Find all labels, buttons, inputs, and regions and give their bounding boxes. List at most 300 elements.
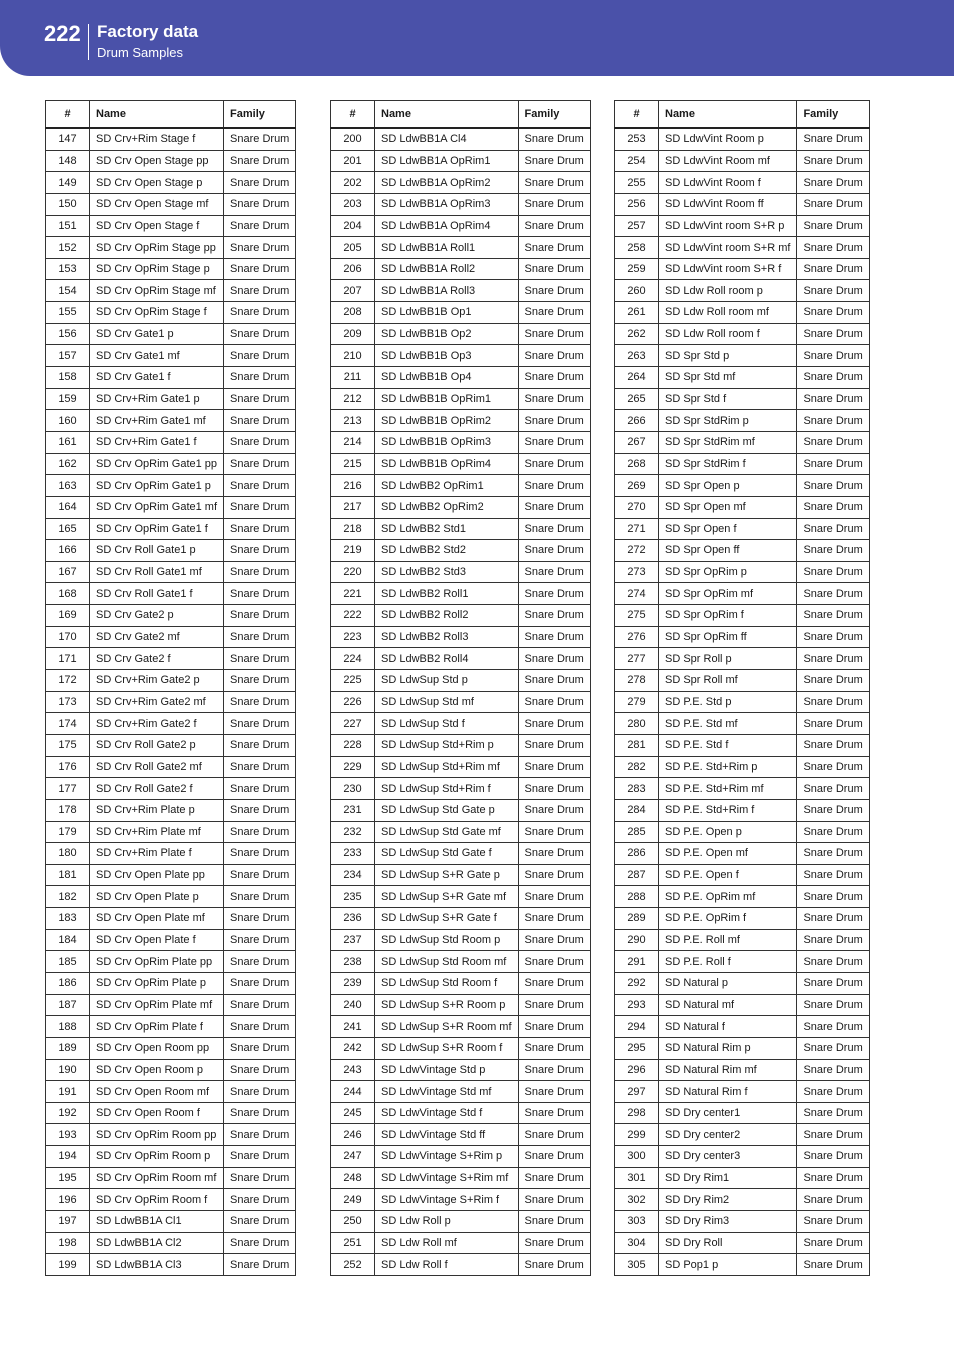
drum-table-2 bbox=[330, 100, 591, 1276]
cell-family: Snare Drum bbox=[224, 367, 296, 389]
cell-number: 175 bbox=[46, 734, 90, 756]
cell-name: SD Crv+Rim Plate f bbox=[90, 843, 224, 865]
table-row bbox=[615, 453, 870, 475]
cell-name: SD Crv OpRim Room mf bbox=[90, 1167, 224, 1189]
cell-name: SD LdwSup Std+Rim mf bbox=[375, 756, 519, 778]
cell-family: Snare Drum bbox=[797, 280, 869, 302]
cell-number: 193 bbox=[46, 1124, 90, 1146]
cell-number: 303 bbox=[615, 1211, 659, 1233]
column-header-name: Name bbox=[90, 101, 224, 129]
cell-family: Snare Drum bbox=[224, 626, 296, 648]
cell-family: Snare Drum bbox=[224, 410, 296, 432]
cell-number: 281 bbox=[615, 734, 659, 756]
cell-name: SD LdwBB1B OpRim2 bbox=[375, 410, 519, 432]
table-row bbox=[46, 583, 296, 605]
cell-number: 288 bbox=[615, 886, 659, 908]
table-row bbox=[46, 1102, 296, 1124]
table-row bbox=[46, 821, 296, 843]
cell-name: SD Crv Open Stage pp bbox=[90, 150, 224, 172]
table-row bbox=[46, 150, 296, 172]
cell-name: SD LdwVintage Std f bbox=[375, 1102, 519, 1124]
table-row bbox=[615, 150, 870, 172]
cell-name: SD Spr OpRim p bbox=[659, 561, 797, 583]
cell-family: Snare Drum bbox=[518, 1059, 590, 1081]
cell-family: Snare Drum bbox=[518, 475, 590, 497]
cell-family: Snare Drum bbox=[518, 1254, 590, 1276]
cell-name: SD Crv OpRim Stage p bbox=[90, 258, 224, 280]
cell-number: 190 bbox=[46, 1059, 90, 1081]
table-row bbox=[331, 972, 591, 994]
cell-number: 299 bbox=[615, 1124, 659, 1146]
cell-number: 272 bbox=[615, 540, 659, 562]
table-row bbox=[615, 518, 870, 540]
cell-name: SD LdwBB1B OpRim4 bbox=[375, 453, 519, 475]
cell-name: SD LdwVintage S+Rim mf bbox=[375, 1167, 519, 1189]
cell-name: SD Spr Std f bbox=[659, 388, 797, 410]
cell-name: SD LdwBB2 Roll2 bbox=[375, 605, 519, 627]
cell-name: SD Natural p bbox=[659, 972, 797, 994]
cell-number: 158 bbox=[46, 367, 90, 389]
table-row bbox=[331, 843, 591, 865]
cell-name: SD Crv+Rim Gate1 f bbox=[90, 431, 224, 453]
table-row bbox=[46, 734, 296, 756]
cell-family: Snare Drum bbox=[518, 280, 590, 302]
table-row bbox=[615, 908, 870, 930]
cell-number: 240 bbox=[331, 994, 375, 1016]
cell-family: Snare Drum bbox=[224, 648, 296, 670]
cell-number: 209 bbox=[331, 323, 375, 345]
cell-number: 159 bbox=[46, 388, 90, 410]
cell-family: Snare Drum bbox=[797, 496, 869, 518]
cell-family: Snare Drum bbox=[224, 886, 296, 908]
cell-number: 212 bbox=[331, 388, 375, 410]
cell-number: 202 bbox=[331, 172, 375, 194]
cell-family: Snare Drum bbox=[797, 1037, 869, 1059]
cell-name: SD Crv OpRim Plate p bbox=[90, 972, 224, 994]
cell-number: 229 bbox=[331, 756, 375, 778]
cell-number: 249 bbox=[331, 1189, 375, 1211]
cell-number: 232 bbox=[331, 821, 375, 843]
cell-family: Snare Drum bbox=[518, 193, 590, 215]
cell-number: 153 bbox=[46, 258, 90, 280]
cell-name: SD Crv OpRim Plate mf bbox=[90, 994, 224, 1016]
cell-number: 282 bbox=[615, 756, 659, 778]
cell-number: 182 bbox=[46, 886, 90, 908]
cell-name: SD LdwBB2 Roll1 bbox=[375, 583, 519, 605]
table-row bbox=[46, 1189, 296, 1211]
table-row bbox=[46, 302, 296, 324]
cell-name: SD LdwVintage Std ff bbox=[375, 1124, 519, 1146]
cell-family: Snare Drum bbox=[224, 972, 296, 994]
cell-family: Snare Drum bbox=[224, 258, 296, 280]
table-row bbox=[615, 994, 870, 1016]
cell-family: Snare Drum bbox=[518, 172, 590, 194]
cell-number: 277 bbox=[615, 648, 659, 670]
cell-family: Snare Drum bbox=[518, 1037, 590, 1059]
cell-family: Snare Drum bbox=[224, 1059, 296, 1081]
table-row bbox=[331, 1211, 591, 1233]
table-row bbox=[331, 150, 591, 172]
cell-number: 147 bbox=[46, 128, 90, 150]
table-row bbox=[615, 626, 870, 648]
table-row bbox=[331, 821, 591, 843]
cell-number: 207 bbox=[331, 280, 375, 302]
table-row bbox=[331, 280, 591, 302]
table-row bbox=[615, 388, 870, 410]
cell-number: 231 bbox=[331, 799, 375, 821]
cell-name: SD Crv OpRim Room p bbox=[90, 1146, 224, 1168]
cell-family: Snare Drum bbox=[518, 843, 590, 865]
cell-name: SD Crv OpRim Room pp bbox=[90, 1124, 224, 1146]
cell-family: Snare Drum bbox=[797, 410, 869, 432]
cell-family: Snare Drum bbox=[797, 886, 869, 908]
cell-number: 162 bbox=[46, 453, 90, 475]
cell-family: Snare Drum bbox=[518, 302, 590, 324]
cell-number: 270 bbox=[615, 496, 659, 518]
table-row bbox=[331, 605, 591, 627]
cell-name: SD LdwSup Std Gate f bbox=[375, 843, 519, 865]
cell-number: 221 bbox=[331, 583, 375, 605]
table-row bbox=[615, 1081, 870, 1103]
cell-number: 222 bbox=[331, 605, 375, 627]
cell-number: 155 bbox=[46, 302, 90, 324]
table-row bbox=[46, 691, 296, 713]
cell-family: Snare Drum bbox=[518, 258, 590, 280]
cell-name: SD Crv Roll Gate2 f bbox=[90, 778, 224, 800]
table-row bbox=[615, 193, 870, 215]
table-row bbox=[46, 864, 296, 886]
table-row bbox=[615, 821, 870, 843]
table-row bbox=[46, 1081, 296, 1103]
cell-number: 151 bbox=[46, 215, 90, 237]
cell-number: 274 bbox=[615, 583, 659, 605]
cell-number: 269 bbox=[615, 475, 659, 497]
cell-family: Snare Drum bbox=[224, 951, 296, 973]
cell-number: 215 bbox=[331, 453, 375, 475]
cell-family: Snare Drum bbox=[224, 843, 296, 865]
cell-number: 285 bbox=[615, 821, 659, 843]
cell-name: SD Crv Open Plate mf bbox=[90, 908, 224, 930]
cell-family: Snare Drum bbox=[797, 626, 869, 648]
cell-family: Snare Drum bbox=[224, 908, 296, 930]
cell-family: Snare Drum bbox=[797, 1059, 869, 1081]
table-row bbox=[46, 345, 296, 367]
cell-number: 186 bbox=[46, 972, 90, 994]
table-row bbox=[615, 410, 870, 432]
cell-name: SD LdwBB1A Roll2 bbox=[375, 258, 519, 280]
cell-name: SD Crv+Rim Stage f bbox=[90, 128, 224, 150]
cell-number: 176 bbox=[46, 756, 90, 778]
cell-family: Snare Drum bbox=[224, 518, 296, 540]
table-row bbox=[46, 518, 296, 540]
table-row bbox=[615, 648, 870, 670]
table-row bbox=[46, 605, 296, 627]
table-row bbox=[615, 1059, 870, 1081]
table-row bbox=[615, 345, 870, 367]
table-row bbox=[46, 799, 296, 821]
cell-name: SD LdwBB2 Roll3 bbox=[375, 626, 519, 648]
cell-number: 152 bbox=[46, 237, 90, 259]
cell-family: Snare Drum bbox=[797, 734, 869, 756]
cell-number: 235 bbox=[331, 886, 375, 908]
cell-number: 256 bbox=[615, 193, 659, 215]
table-row bbox=[331, 994, 591, 1016]
cell-family: Snare Drum bbox=[518, 778, 590, 800]
table-row bbox=[331, 756, 591, 778]
cell-family: Snare Drum bbox=[224, 1037, 296, 1059]
cell-number: 174 bbox=[46, 713, 90, 735]
cell-family: Snare Drum bbox=[224, 172, 296, 194]
cell-name: SD LdwBB1B Op3 bbox=[375, 345, 519, 367]
cell-name: SD Crv Open Plate pp bbox=[90, 864, 224, 886]
cell-number: 302 bbox=[615, 1189, 659, 1211]
cell-family: Snare Drum bbox=[797, 929, 869, 951]
cell-number: 301 bbox=[615, 1167, 659, 1189]
cell-name: SD Spr Open ff bbox=[659, 540, 797, 562]
cell-name: SD Crv Open Room pp bbox=[90, 1037, 224, 1059]
page-subtitle: Drum Samples bbox=[97, 45, 183, 60]
table-row bbox=[615, 734, 870, 756]
cell-family: Snare Drum bbox=[518, 1232, 590, 1254]
cell-family: Snare Drum bbox=[224, 1081, 296, 1103]
cell-number: 149 bbox=[46, 172, 90, 194]
cell-number: 279 bbox=[615, 691, 659, 713]
cell-family: Snare Drum bbox=[518, 734, 590, 756]
cell-family: Snare Drum bbox=[797, 561, 869, 583]
cell-number: 251 bbox=[331, 1232, 375, 1254]
table-row bbox=[46, 1146, 296, 1168]
cell-family: Snare Drum bbox=[518, 799, 590, 821]
cell-number: 180 bbox=[46, 843, 90, 865]
cell-number: 203 bbox=[331, 193, 375, 215]
cell-family: Snare Drum bbox=[518, 128, 590, 150]
table-row bbox=[331, 734, 591, 756]
cell-number: 287 bbox=[615, 864, 659, 886]
cell-family: Snare Drum bbox=[797, 150, 869, 172]
table-row bbox=[615, 323, 870, 345]
table-row bbox=[331, 1081, 591, 1103]
table-row bbox=[615, 799, 870, 821]
cell-family: Snare Drum bbox=[224, 345, 296, 367]
table-row bbox=[615, 237, 870, 259]
cell-name: SD Crv Gate1 mf bbox=[90, 345, 224, 367]
cell-family: Snare Drum bbox=[518, 345, 590, 367]
cell-number: 185 bbox=[46, 951, 90, 973]
cell-name: SD Crv Gate1 p bbox=[90, 323, 224, 345]
cell-name: SD LdwBB2 OpRim1 bbox=[375, 475, 519, 497]
cell-number: 216 bbox=[331, 475, 375, 497]
cell-number: 264 bbox=[615, 367, 659, 389]
table-row bbox=[615, 756, 870, 778]
cell-name: SD Crv+Rim Gate1 mf bbox=[90, 410, 224, 432]
cell-family: Snare Drum bbox=[518, 713, 590, 735]
table-row bbox=[331, 453, 591, 475]
cell-name: SD Spr StdRim f bbox=[659, 453, 797, 475]
cell-name: SD Ldw Roll p bbox=[375, 1211, 519, 1233]
cell-number: 200 bbox=[331, 128, 375, 150]
cell-name: SD Dry center2 bbox=[659, 1124, 797, 1146]
cell-number: 220 bbox=[331, 561, 375, 583]
cell-number: 234 bbox=[331, 864, 375, 886]
cell-number: 178 bbox=[46, 799, 90, 821]
table-row bbox=[615, 605, 870, 627]
cell-name: SD LdwBB1B Op4 bbox=[375, 367, 519, 389]
cell-name: SD P.E. Std f bbox=[659, 734, 797, 756]
cell-family: Snare Drum bbox=[797, 908, 869, 930]
table-row bbox=[46, 540, 296, 562]
table-row bbox=[331, 1167, 591, 1189]
cell-family: Snare Drum bbox=[797, 864, 869, 886]
cell-number: 148 bbox=[46, 150, 90, 172]
cell-family: Snare Drum bbox=[797, 1146, 869, 1168]
cell-family: Snare Drum bbox=[797, 431, 869, 453]
cell-name: SD LdwBB1A Cl2 bbox=[90, 1232, 224, 1254]
cell-number: 300 bbox=[615, 1146, 659, 1168]
cell-family: Snare Drum bbox=[797, 323, 869, 345]
cell-family: Snare Drum bbox=[797, 302, 869, 324]
table-row bbox=[46, 237, 296, 259]
cell-name: SD LdwBB1A Cl3 bbox=[90, 1254, 224, 1276]
cell-name: SD Ldw Roll mf bbox=[375, 1232, 519, 1254]
cell-name: SD Crv+Rim Gate1 p bbox=[90, 388, 224, 410]
cell-family: Snare Drum bbox=[224, 453, 296, 475]
table-row bbox=[615, 475, 870, 497]
table-row bbox=[331, 1124, 591, 1146]
cell-number: 211 bbox=[331, 367, 375, 389]
cell-number: 172 bbox=[46, 670, 90, 692]
table-row bbox=[615, 691, 870, 713]
table-row bbox=[615, 929, 870, 951]
cell-name: SD Natural mf bbox=[659, 994, 797, 1016]
table-row bbox=[331, 323, 591, 345]
cell-name: SD Crv Open Plate p bbox=[90, 886, 224, 908]
cell-family: Snare Drum bbox=[224, 1146, 296, 1168]
cell-number: 262 bbox=[615, 323, 659, 345]
cell-name: SD Crv Gate1 f bbox=[90, 367, 224, 389]
table-row bbox=[331, 345, 591, 367]
table-row bbox=[331, 670, 591, 692]
cell-name: SD Dry Rim2 bbox=[659, 1189, 797, 1211]
cell-family: Snare Drum bbox=[797, 388, 869, 410]
table-row bbox=[331, 908, 591, 930]
cell-name: SD LdwBB2 Std3 bbox=[375, 561, 519, 583]
table-row bbox=[46, 128, 296, 150]
cell-number: 286 bbox=[615, 843, 659, 865]
cell-number: 292 bbox=[615, 972, 659, 994]
cell-family: Snare Drum bbox=[797, 518, 869, 540]
cell-family: Snare Drum bbox=[797, 1167, 869, 1189]
cell-name: SD LdwVint room S+R p bbox=[659, 215, 797, 237]
cell-name: SD LdwBB2 Std1 bbox=[375, 518, 519, 540]
cell-name: SD P.E. Roll mf bbox=[659, 929, 797, 951]
column-header-family: Family bbox=[797, 101, 869, 129]
table-row bbox=[615, 864, 870, 886]
cell-number: 194 bbox=[46, 1146, 90, 1168]
table-row bbox=[46, 626, 296, 648]
table-row bbox=[331, 1059, 591, 1081]
cell-family: Snare Drum bbox=[224, 583, 296, 605]
table-row bbox=[331, 1189, 591, 1211]
cell-family: Snare Drum bbox=[224, 994, 296, 1016]
cell-name: SD LdwBB1B OpRim1 bbox=[375, 388, 519, 410]
table-row bbox=[331, 1016, 591, 1038]
cell-name: SD LdwVint room S+R f bbox=[659, 258, 797, 280]
cell-number: 161 bbox=[46, 431, 90, 453]
table-row bbox=[331, 583, 591, 605]
cell-name: SD Crv Gate2 mf bbox=[90, 626, 224, 648]
cell-family: Snare Drum bbox=[518, 1124, 590, 1146]
cell-name: SD Crv OpRim Stage pp bbox=[90, 237, 224, 259]
cell-number: 238 bbox=[331, 951, 375, 973]
cell-name: SD LdwBB1B OpRim3 bbox=[375, 431, 519, 453]
cell-name: SD Crv+Rim Plate p bbox=[90, 799, 224, 821]
cell-family: Snare Drum bbox=[224, 778, 296, 800]
cell-name: SD Spr Open p bbox=[659, 475, 797, 497]
cell-number: 206 bbox=[331, 258, 375, 280]
cell-number: 183 bbox=[46, 908, 90, 930]
cell-family: Snare Drum bbox=[518, 951, 590, 973]
cell-family: Snare Drum bbox=[797, 713, 869, 735]
table-header-row bbox=[615, 101, 870, 129]
column-header-family: Family bbox=[224, 101, 296, 129]
table-row bbox=[331, 367, 591, 389]
cell-family: Snare Drum bbox=[518, 410, 590, 432]
cell-number: 201 bbox=[331, 150, 375, 172]
table-row bbox=[46, 367, 296, 389]
cell-name: SD Crv Open Stage f bbox=[90, 215, 224, 237]
cell-family: Snare Drum bbox=[797, 951, 869, 973]
cell-name: SD Crv Roll Gate1 p bbox=[90, 540, 224, 562]
table-row bbox=[46, 410, 296, 432]
cell-family: Snare Drum bbox=[224, 431, 296, 453]
cell-number: 293 bbox=[615, 994, 659, 1016]
cell-number: 241 bbox=[331, 1016, 375, 1038]
cell-name: SD P.E. Std mf bbox=[659, 713, 797, 735]
cell-number: 156 bbox=[46, 323, 90, 345]
cell-name: SD LdwVintage Std p bbox=[375, 1059, 519, 1081]
cell-name: SD Crv OpRim Plate pp bbox=[90, 951, 224, 973]
table-row bbox=[615, 496, 870, 518]
table-row bbox=[615, 258, 870, 280]
table-row bbox=[331, 778, 591, 800]
cell-family: Snare Drum bbox=[797, 1016, 869, 1038]
cell-name: SD LdwVint room S+R mf bbox=[659, 237, 797, 259]
table-row bbox=[615, 302, 870, 324]
cell-family: Snare Drum bbox=[797, 475, 869, 497]
cell-name: SD Crv Open Room mf bbox=[90, 1081, 224, 1103]
cell-family: Snare Drum bbox=[518, 756, 590, 778]
table-row bbox=[46, 778, 296, 800]
cell-number: 187 bbox=[46, 994, 90, 1016]
table-row bbox=[46, 713, 296, 735]
cell-name: SD LdwVint Room ff bbox=[659, 193, 797, 215]
table-row bbox=[46, 1059, 296, 1081]
cell-family: Snare Drum bbox=[224, 1167, 296, 1189]
cell-number: 225 bbox=[331, 670, 375, 692]
cell-number: 226 bbox=[331, 691, 375, 713]
cell-number: 265 bbox=[615, 388, 659, 410]
cell-number: 278 bbox=[615, 670, 659, 692]
table-row bbox=[615, 280, 870, 302]
cell-name: SD P.E. OpRim f bbox=[659, 908, 797, 930]
table-row bbox=[331, 388, 591, 410]
cell-number: 157 bbox=[46, 345, 90, 367]
cell-family: Snare Drum bbox=[224, 1102, 296, 1124]
cell-name: SD LdwVintage Std mf bbox=[375, 1081, 519, 1103]
cell-number: 273 bbox=[615, 561, 659, 583]
cell-name: SD LdwBB1A OpRim4 bbox=[375, 215, 519, 237]
cell-name: SD LdwVintage S+Rim p bbox=[375, 1146, 519, 1168]
